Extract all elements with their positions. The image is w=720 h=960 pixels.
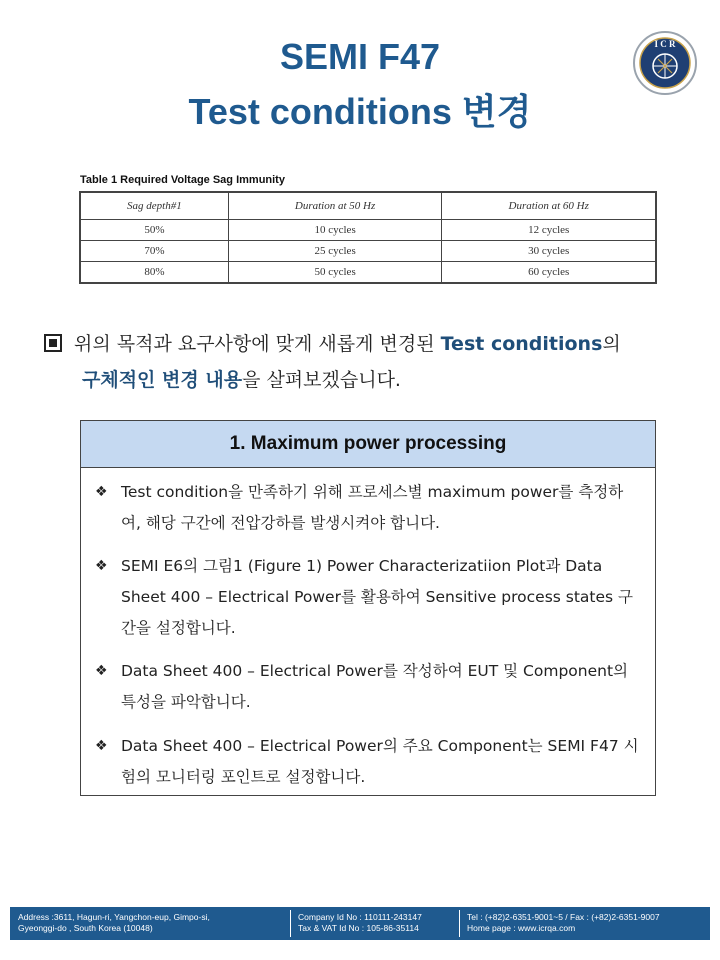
list-item-text: Data Sheet 400 – Electrical Power의 주요 Component는 SEMI F47 시험의 모니터링 포인트로 설정합니다.: [121, 737, 639, 786]
footer-address: [18, 912, 210, 934]
footer-divider: [290, 910, 291, 937]
page-subtitle: Test conditions 변경: [188, 91, 532, 132]
list-item: [95, 551, 640, 644]
table-row: [81, 262, 656, 283]
table-cell: 10 cycles: [228, 220, 442, 241]
list-item: [95, 656, 640, 718]
footer-text: Tel : (+82)2-6351-9001~5 / Fax : (+82)2-6351-9007: [467, 912, 660, 922]
table-header: Duration at 50 Hz: [228, 193, 442, 220]
list-item-text: Test condition을 만족하기 위해 프로세스별 maximum power를 측정하여, 해당 구간에 전압강하를 발생시켜야 합니다.: [121, 483, 624, 532]
list-item: [95, 731, 640, 793]
panel-heading: 1. Maximum power processing: [81, 421, 655, 468]
table-header: Duration at 60 Hz: [442, 193, 656, 220]
intro-highlight-2: 구체적인 변경 내용: [82, 369, 243, 391]
intro-highlight-1: Test conditions: [440, 333, 603, 355]
footer-link[interactable]: Home page : www.icrqa.com: [467, 923, 576, 933]
page-footer: [10, 907, 710, 940]
table-cell: 70%: [81, 241, 229, 262]
list-item: [95, 477, 640, 539]
table-cell: 60 cycles: [442, 262, 656, 283]
footer-text: Gyeonggi-do , South Korea (10048): [18, 923, 153, 933]
logo-text: I C R: [654, 39, 676, 49]
table-caption: Table 1 Required Voltage Sag Immunity: [80, 174, 285, 186]
table-cell: 50 cycles: [228, 262, 442, 283]
table-cell: 25 cycles: [228, 241, 442, 262]
table-row: [81, 241, 656, 262]
intro-text-2: 의: [602, 333, 621, 355]
table-cell: 12 cycles: [442, 220, 656, 241]
page-title: SEMI F47: [279, 36, 441, 77]
icr-logo: [632, 30, 698, 96]
diamond-bullet-icon: ❖: [95, 484, 108, 500]
footer-divider: [459, 910, 460, 937]
table-header-row: [81, 193, 656, 220]
list-item-text: Data Sheet 400 – Electrical Power를 작성하여 EUT 및 Component의 특성을 파악합니다.: [121, 662, 629, 711]
intro-text-1: 위의 목적과 요구사항에 맞게 새롭게 변경된: [74, 333, 441, 355]
footer-contact: [467, 912, 660, 934]
footer-text: Tax & VAT Id No : 105-86-35114: [298, 923, 419, 933]
footer-company: [298, 912, 422, 934]
voltage-sag-table: [80, 192, 656, 283]
checkbox-bullet-icon: [44, 334, 62, 352]
footer-text: Address :3611, Hagun-ri, Yangchon-eup, Gimpo-si,: [18, 912, 210, 922]
intro-paragraph: [44, 326, 694, 398]
table-cell: 80%: [81, 262, 229, 283]
table-header: Sag depth#1: [81, 193, 229, 220]
diamond-bullet-icon: ❖: [95, 738, 108, 754]
list-item-text: SEMI E6의 그림1 (Figure 1) Power Characterizatiion Plot과 Data Sheet 400 – Electrical Power를 활용하여 Sensitive process states 구간을 설정합니다.: [121, 557, 634, 637]
intro-text-3: 을 살펴보겠습니다.: [242, 369, 401, 391]
table-row: [81, 220, 656, 241]
diamond-bullet-icon: ❖: [95, 558, 108, 574]
diamond-bullet-icon: ❖: [95, 663, 108, 679]
table-cell: 30 cycles: [442, 241, 656, 262]
max-power-panel: [80, 420, 656, 796]
table-cell: 50%: [81, 220, 229, 241]
footer-text: Company Id No : 110111-243147: [298, 912, 422, 922]
